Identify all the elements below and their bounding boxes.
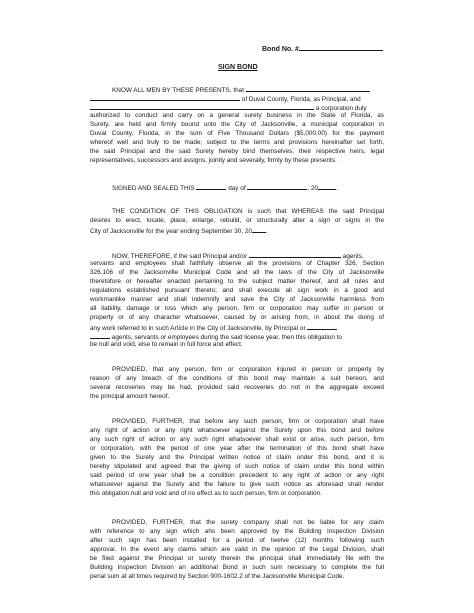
condition-line-1: THE CONDITION OF THIS OBLIGATION is such that WHEREAS the said Principal [112,208,384,215]
provided2-line-9: this obligation null and void and of no effect as to such person, firm or corporation. [90,490,322,497]
provided1-line-3: several recoveries may be had, provided said recoveries do not in the aggregate exceed [90,384,384,391]
intro-line-6: Duval County, Florida, in the sum of Five Thousand Dollars ($5,000.00) for the payment [90,130,384,137]
bond-number-label [262,44,383,53]
intro-line-5: Surety, are held and firmly bound unto the City of Jacksonville, a municipal corporation in [90,121,384,128]
provided3-line-1: PROVIDED, FURTHER, that the surety company shall not be liable for any claim [112,519,384,526]
now-agent-blank [249,251,341,258]
document-title: SIGN BOND [218,64,258,71]
now-line-3: 326.106 of the Jacksonville Municipal Code and all the laws of the City of Jacksonville [90,269,384,276]
condition-year-blank [252,226,266,233]
provided2-line-7: said period of one year shall be a condition precedent to any right of action or any right [90,472,384,479]
intro-text-3: a corporation duly [315,105,367,112]
now-line-6: workmanlike manner and shall indemnify and save the City of Jacksonville harmless from [90,296,384,303]
condition-line-2: desires to erect, locate, place, enlarge, rebuild, or structurally alter a sign or signs in the [90,217,384,224]
provided3-line-2: with reference to any sign which ahs been approved by the Building Inspection Division [90,528,384,535]
now-line-8: property or of any character whatsoever, caused by or arising from, in about the doing of [90,314,384,321]
intro-text-2: of Duval County, Florida, as Principal, and [241,96,361,103]
provided3-line-7: penal sum at all times required by Section 900-1602.2 of the Jacksonville Municipal Code. [90,573,345,580]
signed-dayof-text: day of [228,185,246,192]
now-line-2: servants and employees shall faithfully observe all the provisions of Chapter 326, Section [90,260,384,267]
signed-year-blank [318,183,336,190]
intro-line-9: representatives, successors and assigns, jointly and severally, firmly by these presents. [90,157,337,164]
signed-text: SIGNED AND SEALED THIS [112,185,195,192]
intro-text-1: KNOW ALL MEN BY THESE PRESENTS, that [112,87,244,94]
intro-line-8: the said Principal and the said Surety hereby bind themselves, their respective heirs, legal [90,148,384,155]
bond-number-blank [299,44,383,51]
surety-name-blank [90,103,314,110]
provided2-line-4: or corporation, with the period of one year after the termination of this bond shall have [90,445,384,452]
provided2-line-1: PROVIDED, FURTHER, that before any such person, firm or corporation shall have [112,418,384,425]
provided1-line-4: the principal amount hereof. [90,393,170,400]
provided2-line-8: whatsoever against the Surety and the failure to give such notice as aforesaid shall render [90,481,384,488]
principal-name-blank-2 [90,94,240,101]
signed-line [112,183,338,193]
condition-line-3: City of Jacksonville for the year ending September 30, 20 . [90,228,268,235]
provided1-line-2: reason of any breach of the conditions of this bond may maintain a suit hereon, and [90,375,384,382]
now-text-1b: agents, [342,253,364,260]
now-line-11: be null and void, else to remain in full force and effect. [90,341,243,348]
now-line-5: regulations established pursuant thereto; and shall execute all sign work in a good and [90,287,384,294]
provided2-line-2: any right of action or any right whatsoever against the Surety upon this bond and before [90,427,384,434]
provided3-line-4: approval. In the event any claims which are valid in the opinion of the Legal Division, shall [90,546,384,553]
provided2-line-3: any such right of action or any such right whatsoever shall exist or arise, such person, firm [90,436,384,443]
provided3-line-3: after such sign has been installed for a period of twelve (12) months following such [90,537,384,544]
signed-day-blank [196,183,226,190]
condition-text-3: City of Jacksonville for the year ending September 30, 20 [90,228,252,235]
now-line-7: all liability, damage or loss which any person, firm or corporation may suffer in person or [90,305,384,312]
now-line-4: theretofore or hereafter enacted pertaining to the subject matter thereof, and all rules and [90,278,384,285]
now-text-9: any work referred to in such Article in the City of Jacksonville, by Principal or [90,325,306,332]
now-text-10: agents, servants or employees during the said license year, then this obligation to [111,334,342,341]
intro-line-4: authorized to conduct and carry on a general surety business in the State of Florida, as [90,112,384,119]
now-agents-blank [90,332,110,339]
provided1-line-1: PROVIDED, that any person, firm or corporation injured in person or property by [112,366,384,373]
intro-line-7: whereof well and truly to be made; subject to the terms and provisions hereinafter set forth, [90,139,384,146]
provided3-line-5: be filed against the Principal or surety therein the principal shall immediately file with the [90,555,384,562]
now-principal-blank [307,323,337,330]
bond-number-label-text: Bond No. # [262,46,299,53]
provided3-line-6: Building Inspection Division an additional Bond in such sum necessary to complete the full [90,564,384,571]
now-text-1a: NOW, THEREFORE, if the said Principal and/or [112,253,248,260]
signed-year-prefix: , 20 [307,185,319,192]
provided2-line-5: given to the Surety and the Principal written notice of claim under this bond, and it is [90,454,384,461]
signed-month-blank [247,183,307,190]
principal-name-blank [246,85,370,92]
signed-period: . [336,185,338,192]
provided2-line-6: hereby stipulated and agreed that the giving of such notice of claim under this bond within [90,463,384,470]
